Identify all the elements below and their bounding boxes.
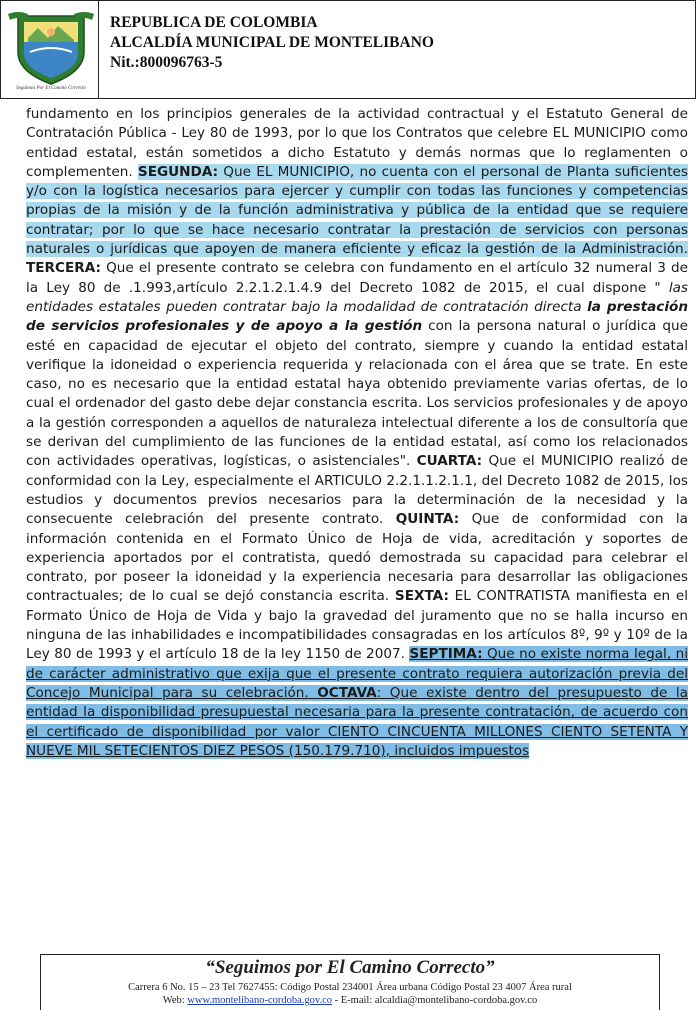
clause-septima-text: Que no existe norma legal, ni de carácter administrativo que exija que el presente contrato requiera autorización previa del Concejo Municipal para su celebración. (26, 646, 688, 701)
clause-sexta-text: EL CONTRATISTA manifiesta en el Formato Único de Hoja de Vida y bajo la gravedad del juramento que no se halla incurso en ninguna de las inhabilidades e incompatibilidades consagradas en los artículos 8º, 9º y 10º de la Ley 80 de 1993 y el artículo 18 de la ley 1150 de 2007. (26, 588, 689, 663)
footer-web-link[interactable]: www.montelibano-cordoba.gov.co (187, 995, 333, 1006)
clause-intro-text: fundamento en los principios generales de la actividad contractual y el Estatuto General de Contratación Pública - Ley 80 de 1993, por lo que los Contratos que celebre EL MUNICIPIO como entidad estatal, están sometidos a dicho Estatuto y demás normas que lo reglamenten o complementen. (26, 106, 688, 180)
clause-tercera-text: Que el presente contrato se celebra con fundamento en el artículo 32 numeral 3 de la Ley 80 de .1.993,artículo 2.2.1.2.1.4.9 del Decreto 1082 de 2015, el cual dispone (26, 260, 688, 296)
footer-address: Carrera 6 No. 15 – 23 Tel 7627455: Código Postal 234001 Área urbana Código Postal 23 4007 Área rural (128, 982, 572, 993)
footer-contact (0, 995, 700, 1006)
clause-tercera-quote-bold: la prestación de servicios profesionales y de apoyo a la gestión (26, 298, 688, 335)
clause-septima-label: SEPTIMA: (409, 646, 483, 663)
clause-octava-text: : Que existe dentro del presupuesto de la entidad la disponibilidad presupuestal necesaria para la presente contratación, de acuerdo con el certificado de disponibilidad por valor CIENTO CINCUENTA MILLONES CIENTO SETENTA Y NUEVE MIL SETECIENTOS DIEZ PESOS (150.179.710), incluidos impuestos (26, 684, 688, 759)
contract-body (26, 105, 688, 761)
clause-tercera-rest: con la persona natural o jurídica que esté en capacidad de ejecutar el objeto del contrato, siempre y cuando la entidad estatal verifique la idoneidad o experiencia requerida y relacionada con el área que se trate. En este caso, no es necesario que la entidad estatal haya obtenido previamente varias ofertas, de lo cual el ordenador del gasto debe dejar constancia escrita. Los servicios profesionales y de apoyo a la gestión corresponden a aquellos de naturaleza intelectual diferente a los de consultoría que se derivan del cumplimiento de las funciones de la entidad estatal, así como los relacionados con actividades operativas, logísticas, o asistenciales". (26, 318, 688, 470)
header-divider (98, 0, 99, 99)
seal-caption: Seguimos Por El Camino Correcto (16, 86, 86, 90)
clause-segunda-label: SEGUNDA: (137, 163, 219, 180)
footer-slogan: “Seguimos por El Camino Correcto” (205, 957, 495, 978)
municipal-seal-icon (8, 8, 94, 90)
clause-septima (26, 646, 688, 758)
clause-sexta-label: SEXTA: (394, 588, 449, 605)
clause-quinta-text: Que de conformidad con la información contenida en el Formato Único de Hoja de vida, acreditación y soportes de experiencia aportados por el contratista, quedó demostrada su capacidad para celebrar el contrato, por poseer la idoneidad y la experiencia necesaria para desarrollar las obligaciones contractuales; de lo cual se dejó constancia escrita. (26, 511, 688, 605)
footer-email: - E-mail: alcaldia@montelibano-cordoba.gov.co (332, 995, 538, 1006)
clause-cuarta-text: Que el MUNICIPIO realizó de conformidad con la Ley, especialmente el ARTICULO 2.2.1.1.2.1.1, del Decreto 1082 de 2015, los estudios y documentos previos necesarios para la determinación de la necesidad y la consecuente celebración del presente contrato. (26, 453, 688, 528)
header-title-block (110, 13, 434, 73)
header-country: REPUBLICA DE COLOMBIA (110, 14, 318, 31)
header-nit: Nit.:800096763-5 (110, 54, 223, 71)
clause-quinta-label: QUINTA: (395, 511, 460, 528)
clause-segunda-text: Que EL MUNICIPIO, no cuenta con el personal de Planta suficientes y/o con la logística necesarios para ejercer y cumplir con todas las funciones y competencias propias de la misión y de la función administrativa y pública de la entidad que se requiere contratar; por lo que se hace necesario contratar la prestación de servicios con personas naturales o jurídicas que apoyen de manera eficiente y eficaz la gestión de la Administración. (26, 163, 688, 258)
footer-web-label: Web: (162, 995, 188, 1006)
header-municipality: ALCALDÍA MUNICIPAL DE MONTELIBANO (110, 34, 434, 51)
clause-tercera-label: TERCERA: (26, 260, 101, 277)
clause-octava-label: OCTAVA (317, 684, 377, 701)
clause-tercera-quote: " las entidades estatales pueden contratar bajo la modalidad de contratación directa (26, 279, 689, 315)
clause-cuarta-label: CUARTA: (416, 453, 483, 470)
